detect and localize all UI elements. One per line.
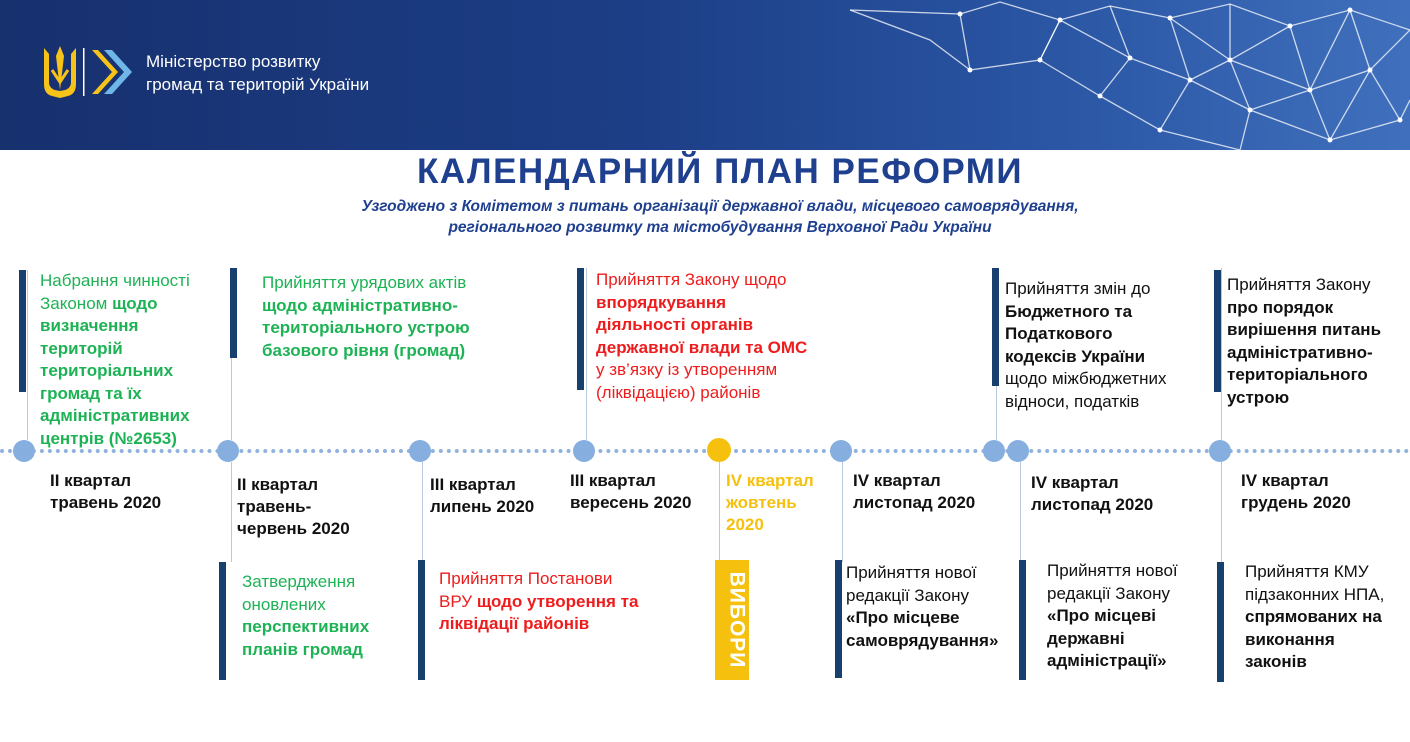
milestone-date (430, 474, 534, 518)
timeline-dot (1209, 440, 1231, 462)
connector-line (1221, 268, 1222, 440)
network-pattern-icon (810, 0, 1410, 150)
connector-line (586, 268, 587, 440)
milestone-bar (219, 562, 226, 680)
event-text: Прийняття змін до (1005, 279, 1151, 298)
ministry-name (146, 50, 369, 96)
event-text-bold: щодо адміністративно-територіального устрою базового рівня (громад) (262, 295, 470, 360)
date-quarter: IV квартал (853, 471, 941, 490)
event-text-bold: про порядок вирішення питань адміністративно-територіального устрою (1227, 297, 1382, 407)
connector-line (27, 270, 28, 440)
milestone-event-bottom (846, 562, 1016, 652)
event-text: Прийняття Постанови ВРУ (439, 569, 613, 611)
date-quarter: ІІІ квартал (570, 471, 656, 490)
milestone-event-top (262, 272, 487, 362)
event-text-bold: Бюджетного та Податкового кодексів України (1005, 301, 1146, 366)
milestone-event-top (40, 270, 215, 450)
header-banner (0, 0, 1410, 150)
ministry-name-line2: громад та територій України (146, 75, 370, 94)
event-text-bold: впорядкування діяльності органів державної влади та ОМС (596, 292, 808, 357)
date-quarter: IV квартал (1241, 471, 1329, 490)
milestone-date (1241, 470, 1351, 514)
event-text: Затвердження оновлених (242, 572, 356, 614)
date-month: травень- (237, 497, 312, 516)
event-text: Прийняття Закону (1227, 275, 1371, 294)
event-text: Прийняття КМУ підзаконних НПА, (1245, 562, 1385, 604)
timeline-dot (983, 440, 1005, 462)
date-month: грудень 2020 (1241, 493, 1351, 512)
event-text: щодо міжбюджетних відноси, податків (1005, 369, 1167, 411)
milestone-date (50, 470, 161, 514)
date-quarter: IV квартал (1031, 473, 1119, 492)
connector-line (1020, 462, 1021, 562)
milestone-bar (230, 268, 237, 358)
milestone-bar (835, 560, 842, 678)
event-text-bold: щодо визначення територій територіальних громад та їх адміністративних центрів (№2653) (40, 293, 190, 448)
date-month: липень 2020 (430, 497, 535, 516)
timeline-dot (573, 440, 595, 462)
timeline-dot (217, 440, 239, 462)
milestone-bar (418, 560, 425, 680)
timeline-dot (13, 440, 35, 462)
connector-line (719, 462, 720, 562)
event-text: Прийняття Закону щодо (596, 270, 787, 289)
elections-label-text: ВИБОРИ (725, 571, 749, 668)
timeline-dot (409, 440, 431, 462)
date-month: вересень 2020 (570, 493, 692, 512)
subtitle-line1: Узгоджено з Комітетом з питань організації державної влади, місцевого самоврядування, (361, 198, 1079, 215)
milestone-bar (1217, 562, 1224, 682)
milestone-event-bottom (1047, 560, 1207, 673)
elections-label (713, 562, 759, 677)
connector-line (231, 462, 232, 562)
timeline-dot (830, 440, 852, 462)
page-subtitle (0, 196, 1410, 238)
date-month: червень 2020 (237, 519, 350, 538)
milestone-bar (1214, 270, 1221, 392)
milestone-event-top (1005, 278, 1185, 413)
date-year: 2020 (726, 515, 764, 534)
date-quarter: ІІ квартал (237, 475, 319, 494)
milestone-bar (19, 270, 26, 392)
event-text: Прийняття нової редакції Закону (846, 563, 977, 605)
page-title: КАЛЕНДАРНИЙ ПЛАН РЕФОРМИ (416, 152, 1024, 191)
ministry-name-line1: Міністерство розвитку (146, 52, 321, 71)
subtitle-line2: регіонального розвитку та містобудування Верховної Ради України (448, 219, 992, 236)
milestone-date (237, 474, 350, 540)
date-month: листопад 2020 (853, 493, 976, 512)
milestone-bar (992, 268, 999, 386)
milestone-event-bottom (1245, 561, 1395, 674)
event-text-bold: спрямованих на виконання законів (1245, 607, 1382, 671)
milestone-bar (1019, 560, 1026, 680)
ministry-logo-icon (38, 44, 134, 100)
timeline-dot (1007, 440, 1029, 462)
event-text-bold: «Про місцеве самоврядування» (846, 608, 999, 650)
event-text-bold: «Про місцеві державні адміністрації» (1047, 606, 1167, 670)
milestone-event-bottom (439, 568, 639, 636)
event-text-bold: щодо утворення та ліквідації районів (439, 591, 639, 633)
milestone-event-bottom (242, 571, 402, 661)
event-text: Прийняття урядових актів (262, 273, 467, 292)
date-quarter: ІІ квартал (50, 471, 132, 490)
event-text-bold: перспективних планів громад (242, 617, 370, 659)
milestone-event-top (1227, 274, 1402, 409)
milestone-date (570, 470, 691, 514)
event-text: у зв’язку із утворенням (ліквідацією) районів (596, 360, 778, 402)
milestone-event-top (596, 269, 811, 404)
date-month: травень 2020 (50, 493, 162, 512)
date-month: жовтень (726, 493, 797, 512)
date-month: листопад 2020 (1031, 495, 1154, 514)
event-text: Набрання чинності Законом (40, 271, 190, 313)
milestone-date (1031, 472, 1153, 516)
event-text: Прийняття нової редакції Закону (1047, 561, 1178, 603)
timeline-dot-highlight (707, 438, 731, 462)
connector-line (422, 462, 423, 562)
milestone-date-highlight (726, 470, 814, 536)
date-quarter: ІІІ квартал (430, 475, 516, 494)
milestone-date (853, 470, 975, 514)
connector-line (842, 462, 843, 562)
connector-line (1221, 462, 1222, 562)
milestone-bar (577, 268, 584, 390)
date-quarter: IV квартал (726, 471, 814, 490)
